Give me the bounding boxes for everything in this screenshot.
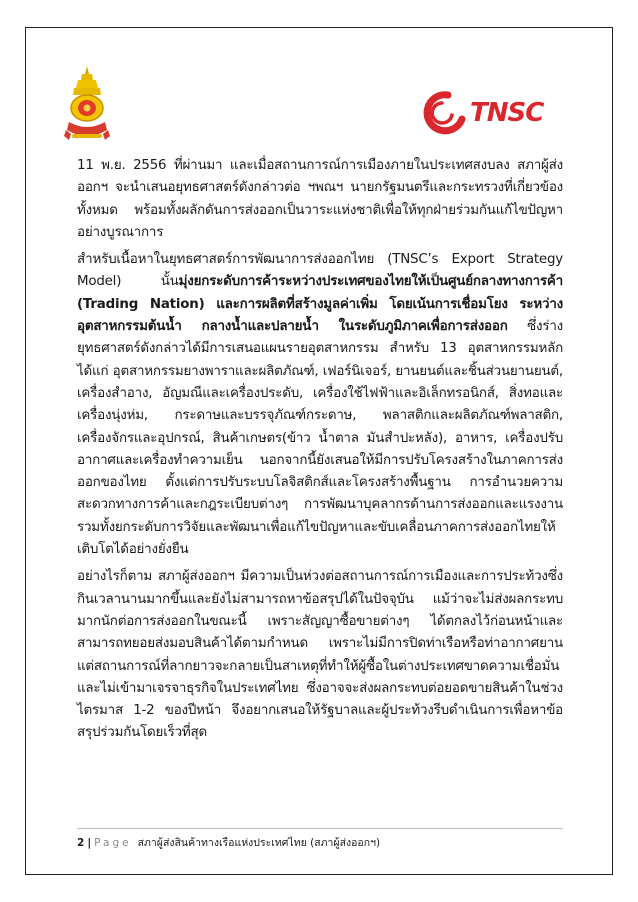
tnsc-logo-text: TNSC (470, 98, 544, 128)
paragraph-text: ซึ่งร่างยุทธศาสตร์ดังกล่าวได้มีการเสนอแผนรายอุตสาหกรรม สำหรับ 13 อุตสาหกรรมหลัก ได้แก่ อุตสาหกรรมยางพาราและผลิตภัณฑ์, เฟอร์นิเจอร์, ยานยนต์และชิ้นส่วนยานยนต์, เครื่องสำอาง, อัญมณีและเครื่องประดับ, เครื่องใช้ไฟฟ้าและอิเล็กทรอนิกส์, สิ่งทอและเครื่องนุ่งห่ม, กระดาษและบรรจุภัณฑ์กระดาษ, พลาสติกและผลิตภัณฑ์พลาสติก, เครื่องจักรและอุปกรณ์, สินค้าเกษตร(ข้าว น้ำตาล มันสำปะหลัง), อาหาร, เครื่องปรับอากาศและเครื่องทำความเย็น นอกจากนี้ยังเสนอให้มีการปรับโครงสร้างในภาคการส่งออกของไทย ตั้งแต่การปรับระบบโลจิสติกส์และโครงสร้างพื้นฐาน การอำนวยความสะดวกทางการค้าและกฎระเบียบต่างๆ การพัฒนาบุคลากรด้านการส่งออกและแรงงาน รวมทั้งยกระดับการวิจัยและพัฒนาเพื่อแก้ไขปัญหาและขับเคลื่อนภาคการส่งออกไทยให้เติบโตได้อย่างยั่งยืน (77, 319, 563, 558)
tnsc-logo (414, 89, 562, 137)
body-paragraph (77, 566, 563, 744)
document-body (77, 155, 563, 745)
page-number: 2 (77, 837, 85, 849)
paragraph-text: 11 พ.ย. 2556 ที่ผ่านมา และเมื่อสถานการณ์การเมืองภายในประเทศสงบลง สภาผู้ส่งออกฯ จะนำเสนอยุทธศาสตร์ดังกล่าวต่อ ฯพณฯ นายกรัฐมนตรีและกระทรวงที่เกี่ยวข้องทั้งหมด พร้อมทั้งผลักดันการส่งออกเป็นวาระแห่งชาติเพื่อให้ทุกฝ่ายร่วมกันแก้ไขปัญหาอย่างบูรณาการ (77, 158, 563, 240)
footer-org-name: สภาผู้ส่งสินค้าทางเรือแห่งประเทศไทย (สภาผู้ส่งออกฯ) (137, 837, 381, 849)
royal-crest-icon (62, 64, 112, 148)
tnsc-swirl-icon (418, 89, 468, 137)
footer-divider (77, 828, 563, 829)
page-label: Page (94, 837, 132, 849)
page-footer (77, 834, 380, 851)
paragraph-text: อย่างไรก็ตาม สภาผู้ส่งออกฯ มีความเป็นห่วงต่อสถานการณ์การเมืองและการประท้วงซึ่งกินเวลานานมากขึ้นและยังไม่สามารถหาข้อสรุปได้ในปัจจุบัน แม้ว่าจะไม่ส่งผลกระทบมากนักต่อการส่งออกในขณะนี้ เพราะสัญญาซื้อขายต่างๆ ได้ตกลงไว้ก่อนหน้าและสามารถทยอยส่งมอบสินค้าได้ตามกำหนด เพราะไม่มีการปิดท่าเรือหรือท่าอากาศยาน แต่สถานการณ์ที่ลากยาวจะกลายเป็นสาเหตุที่ทำให้ผู้ซื้อในต่างประเทศขาดความเชื่อมั่น และไม่เข้ามาเจรจาธุรกิจในประเทศไทย ซึ่งอาจจะส่งผลกระทบต่อยอดขายสินค้าในช่วงไตรมาส 1-2 ของปีหน้า จึงอยากเสนอให้รัฐบาลและผู้ประท้วงรีบดำเนินการเพื่อหาข้อสรุปร่วมกันโดยเร็วที่สุด (77, 569, 563, 741)
body-paragraph (77, 155, 563, 244)
emphasis-text: มุ่งยกระดับการค้าระหว่างประเทศของไทยให้เป็นศูนย์กลางทางการค้า (Trading Nation) และการผลิตที่สร้างมูลค่าเพิ่ม โดยเน้นการเชื่อมโยง ระหว่างอุตสาหกรรมต้นน้ำ กลางน้ำและปลายน้ำ ในระดับภูมิภาคเพื่อการส่งออก (77, 274, 563, 335)
body-paragraph (77, 249, 563, 561)
paragraph-text: สำหรับเนื้อหาในยุทธศาสตร์การพัฒนาการส่งออกไทย (TNSC’s Export Strategy Model) นั้น (77, 252, 563, 290)
footer-separator: | (87, 837, 92, 849)
